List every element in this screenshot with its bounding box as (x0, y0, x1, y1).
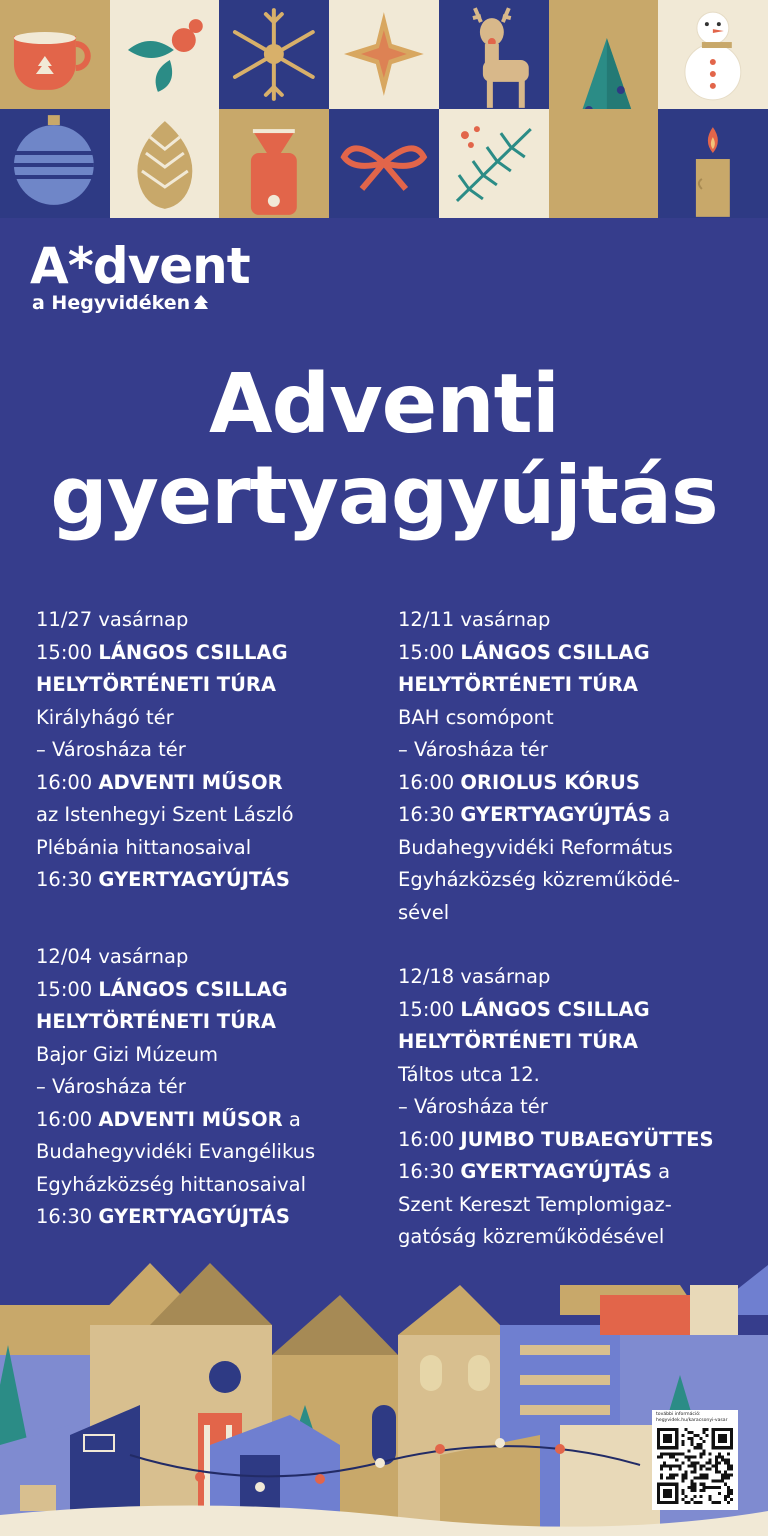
event-text: a (651, 1160, 671, 1183)
logo-sub-text (32, 292, 250, 314)
logo-main-text: A*dvent (30, 237, 250, 295)
event-line (36, 1071, 315, 1104)
event-line (398, 832, 680, 865)
event-text: 12/18 vasárnap (398, 965, 551, 988)
candle-icon (658, 109, 768, 218)
snowman-icon (658, 0, 768, 109)
event-line (398, 1091, 714, 1124)
event-highlight: HELYTÖRTÉNETI TÚRA (36, 1010, 277, 1033)
event-text: Táltos utca 12. (398, 1062, 540, 1086)
event-line (36, 669, 294, 702)
event-line (36, 1006, 315, 1039)
event-block-1211 (398, 604, 680, 929)
event-text: 16:30 (398, 1160, 461, 1183)
title-line-1: Adventi (209, 357, 559, 452)
candy-icon (219, 109, 329, 218)
event-line (36, 1136, 315, 1169)
event-line (398, 669, 680, 702)
title-line-2: gyertyagyújtás (50, 449, 718, 542)
star-icon (329, 0, 439, 109)
event-line (398, 1059, 714, 1092)
event-text: az Istenhegyi Szent László (36, 803, 294, 826)
event-text: – Városháza tér (36, 738, 186, 761)
event-line (36, 734, 294, 767)
page-title (0, 357, 768, 542)
event-line (398, 994, 714, 1027)
event-highlight: GYERTYAGYÚJTÁS (98, 1205, 290, 1228)
event-line (398, 1156, 714, 1189)
event-line (398, 604, 680, 637)
event-highlight: GYERTYAGYÚJTÁS (98, 868, 290, 891)
event-text: sével (398, 900, 450, 924)
christmas-tree-icon (549, 0, 659, 109)
event-line (398, 1124, 714, 1157)
event-text: Bajor Gizi Múzeum (36, 1042, 219, 1066)
event-highlight: LÁNGOS CSILLAG (460, 640, 650, 664)
event-line (398, 799, 680, 832)
event-text: 15:00 (398, 997, 461, 1021)
event-line (398, 1221, 714, 1254)
event-highlight: ADVENTI MŰSOR (98, 1107, 283, 1131)
event-line (398, 702, 680, 735)
event-highlight: HELYTÖRTÉNETI TÚRA (398, 1030, 639, 1053)
qr-caption (656, 1412, 734, 1423)
event-text: 15:00 (36, 640, 99, 664)
event-highlight: LÁNGOS CSILLAG (98, 977, 288, 1001)
event-text: 16:30 (36, 868, 99, 891)
event-highlight: GYERTYAGYÚJTÁS (460, 803, 652, 826)
bauble-icon (0, 109, 110, 218)
event-line (398, 767, 680, 800)
event-line (398, 897, 680, 930)
qr-code-icon[interactable] (657, 1428, 733, 1504)
qr-code-panel[interactable] (652, 1410, 738, 1510)
event-text: 16:30 (398, 803, 461, 826)
event-highlight: ADVENTI MŰSOR (98, 770, 283, 794)
reindeer-icon (439, 0, 549, 109)
logo-sub-label: a Hegyvidéken (32, 292, 191, 314)
event-text: 12/04 vasárnap (36, 945, 189, 968)
event-line (398, 637, 680, 670)
event-line (36, 1201, 315, 1234)
snowflake-icon (219, 0, 329, 109)
event-text: gatóság közreműködésével (398, 1225, 665, 1248)
qr-caption-line-1: további információ: (656, 1412, 701, 1417)
event-line (36, 637, 294, 670)
leaves-berries-icon (110, 0, 220, 109)
event-highlight: ORIOLUS KÓRUS (460, 770, 640, 794)
event-text: – Városháza tér (398, 738, 548, 761)
event-text: 11/27 vasárnap (36, 608, 189, 631)
event-text: 15:00 (36, 977, 99, 1001)
event-text: a (651, 803, 671, 826)
event-line (36, 1104, 315, 1137)
event-text: BAH csomópont (398, 705, 554, 729)
event-text: 16:00 (36, 1107, 99, 1131)
event-line (36, 974, 315, 1007)
event-text: Budahegyvidéki Református (398, 835, 673, 859)
event-block-1218 (398, 961, 714, 1254)
event-text: a (282, 1107, 301, 1131)
event-text: 16:00 (36, 770, 99, 794)
event-line (36, 702, 294, 735)
event-text: Budahegyvidéki Evangélikus (36, 1140, 316, 1163)
tree-trunk-tile (549, 109, 659, 218)
event-line (398, 734, 680, 767)
event-highlight: HELYTÖRTÉNETI TÚRA (398, 673, 639, 696)
event-text: 16:00 (398, 1127, 461, 1151)
event-line (36, 799, 294, 832)
pine-branch-icon (439, 109, 549, 218)
event-block-1204 (36, 941, 315, 1234)
event-highlight: LÁNGOS CSILLAG (98, 640, 288, 664)
event-text: Királyhágó tér (36, 705, 174, 729)
event-line (398, 1189, 714, 1222)
event-highlight: LÁNGOS CSILLAG (460, 997, 650, 1021)
event-text: Plébánia hittanosaival (36, 835, 252, 859)
event-line (36, 767, 294, 800)
event-text: Egyházközség hittanosaival (36, 1172, 307, 1196)
mug-icon (0, 0, 110, 109)
icon-tile-grid (0, 0, 768, 218)
qr-caption-line-2: hegyvidek.hu/karacsonyi-vasar (656, 1417, 728, 1423)
event-line (36, 864, 294, 897)
event-line (36, 1039, 315, 1072)
event-text: 15:00 (398, 640, 461, 664)
event-text: 16:30 (36, 1205, 99, 1228)
event-block-1127 (36, 604, 294, 897)
event-line (36, 1169, 315, 1202)
event-text: 12/11 vasárnap (398, 608, 551, 631)
event-text: – Városháza tér (36, 1075, 186, 1098)
pinecone-icon (110, 109, 220, 218)
event-line (398, 961, 714, 994)
advent-logo (30, 237, 250, 314)
event-line (36, 604, 294, 637)
event-text: – Városháza tér (398, 1095, 548, 1118)
event-line (398, 864, 680, 897)
event-line (398, 1026, 714, 1059)
event-line (36, 941, 315, 974)
event-highlight: GYERTYAGYÚJTÁS (460, 1160, 652, 1183)
small-tree-icon (194, 295, 208, 311)
event-highlight: JUMBO TUBAEGYÜTTES (460, 1127, 714, 1151)
event-highlight: HELYTÖRTÉNETI TÚRA (36, 673, 277, 696)
bow-icon (329, 109, 439, 218)
event-text: 16:00 (398, 770, 461, 794)
event-line (36, 832, 294, 865)
event-text: Egyházközség közreműködé- (398, 868, 680, 891)
event-text: Szent Kereszt Templomigaz- (398, 1192, 672, 1216)
